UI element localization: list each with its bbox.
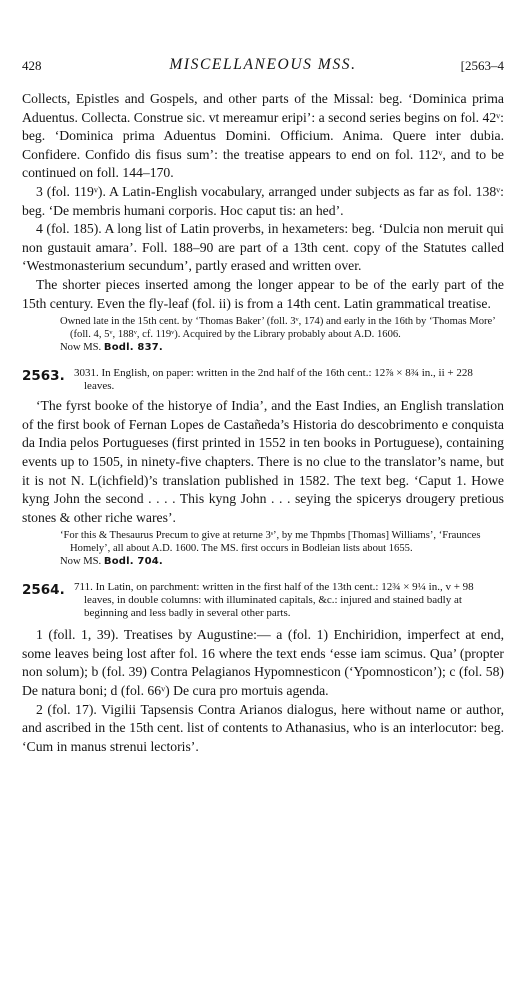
provenance-note: Owned late in the 15th cent. by ‘Thomas Baker’ (foll. 3ᵛ, 174) and early in the 16th by ‘Thomas More’ (foll. 4, 5ᵛ, 188ᵛ, cf. 119ᵛ). Acquired by the Library probably about A.D. 1606.	[60, 316, 495, 341]
item-4-paragraph: 4 (fol. 185). A long list of Latin proverbs, in hexameters: beg. ‘Dulcia non meruit qui non gustauit amara’. Foll. 188–90 are part of a 13th cent. copy of the Statutes called ‘Westmonasterium secundum’, partly erased and written over.	[22, 221, 504, 274]
entry-number: 2564.	[22, 582, 65, 599]
entry-range: [2563–4	[460, 58, 504, 73]
contents-paragraph: ‘The fyrst booke of the historye of India’, and the East Indies, an English translation of the first book of Fernan Lopes de Castañeda’s Historia do descobrimento e conquista da India pelos Portugueses (first printed in 1552 in ten books in Portuguese), containing events up to 1505, in ninety-five chapters. There is no clue to the translator’s name, but it is not N. L(ichfield)’s translation published in 1582. The text beg. ‘Caput 1. Howe kyng John the second . . . . This kyng John . . . seying the spicerys drougery pretious stones & other riche wares’.	[22, 398, 504, 525]
physical-description: 711. In Latin, on parchment: written in the first half of the 13th cent.: 12¾ × 9¼ in., v + 98 leaves, in double columns: with illuminated capitals, &c.: injured and stained badly at beginning and less badly in several other parts.	[74, 581, 474, 620]
shelfmark-label: Now MS.	[60, 342, 102, 354]
shelfmark: Bodl. 704.	[103, 556, 163, 568]
page-body	[22, 90, 504, 756]
shelfmark: Bodl. 837.	[103, 342, 163, 354]
item-1-paragraph: 1 (foll. 1, 39). Treatises by Augustine:— a (fol. 1) Enchiridion, imperfect at end, some leaves being lost after fol. 16 where the text ends ‘esse iam scimus. Qua’ (propter non solum); b (fol. 39) Contra Pelagianos Hypomnesticon (‘Ypomnosticon’); c (fol. 58) De natura boni; d (fol. 66ᵛ) De cura pro mortuis agenda.	[22, 627, 504, 699]
dating-paragraph: The shorter pieces inserted among the longer appear to be of the early part of the 15th century. Even the fly-leaf (fol. ii) is from a 14th cent. Latin grammatical treatise.	[22, 276, 504, 311]
catalogue-entry-2564	[22, 581, 504, 756]
catalogue-entry-2563	[22, 367, 504, 569]
continuation-paragraph: Collects, Epistles and Gospels, and other parts of the Missal: beg. ‘Dominica prima Aduentus. Collecta. Construe sic. vt mereamur eripi’: a second series begins on fol. 42ᵛ: beg. ‘Dominica prima Aduentus Domini. Officium. Anima. Quere inter dubia. Confidere. Confido dis fisus sum’: the treatise appears to end on fol. 112ᵛ, and to be continued on foll. 144–170.	[22, 91, 504, 181]
entry-heading	[22, 367, 504, 393]
running-header	[22, 54, 504, 76]
provenance-note: ‘For this & Thesaurus Precum to give at returne 3ˢ’, by me Thpmbs [Thomas] Williams’, ‘Fraunces Homely’, all about A.D. 1600. The MS. first occurs in Bodleian lists about 1655.	[60, 530, 481, 555]
item-2-paragraph: 2 (fol. 17). Vigilii Tapsensis Contra Arianos dialogus, here without name or author, and ascribed in the 15th cent. list of contents to Athanasius, who is an interlocutor: beg. ‘Cum in manus strenui lectoris’.	[22, 701, 504, 754]
running-title: MISCELLANEOUS MSS.	[169, 56, 357, 73]
physical-description: 3031. In English, on paper: written in the 2nd half of the 16th cent.: 12⅞ × 8¾ in., ii + 228 leaves.	[74, 367, 473, 393]
shelfmark-label: Now MS.	[60, 556, 102, 568]
shelfmark-line	[60, 555, 504, 569]
entry-number: 2563.	[22, 368, 65, 385]
shelfmark-line	[60, 341, 504, 355]
entry-heading	[22, 581, 504, 620]
item-3-paragraph: 3 (fol. 119ᵛ). A Latin-English vocabulary, arranged under subjects as far as fol. 138ᵛ: beg. ‘De membris humani corporis. Hoc caput tis: an hed’.	[22, 183, 504, 218]
page-number: 428	[22, 58, 42, 73]
